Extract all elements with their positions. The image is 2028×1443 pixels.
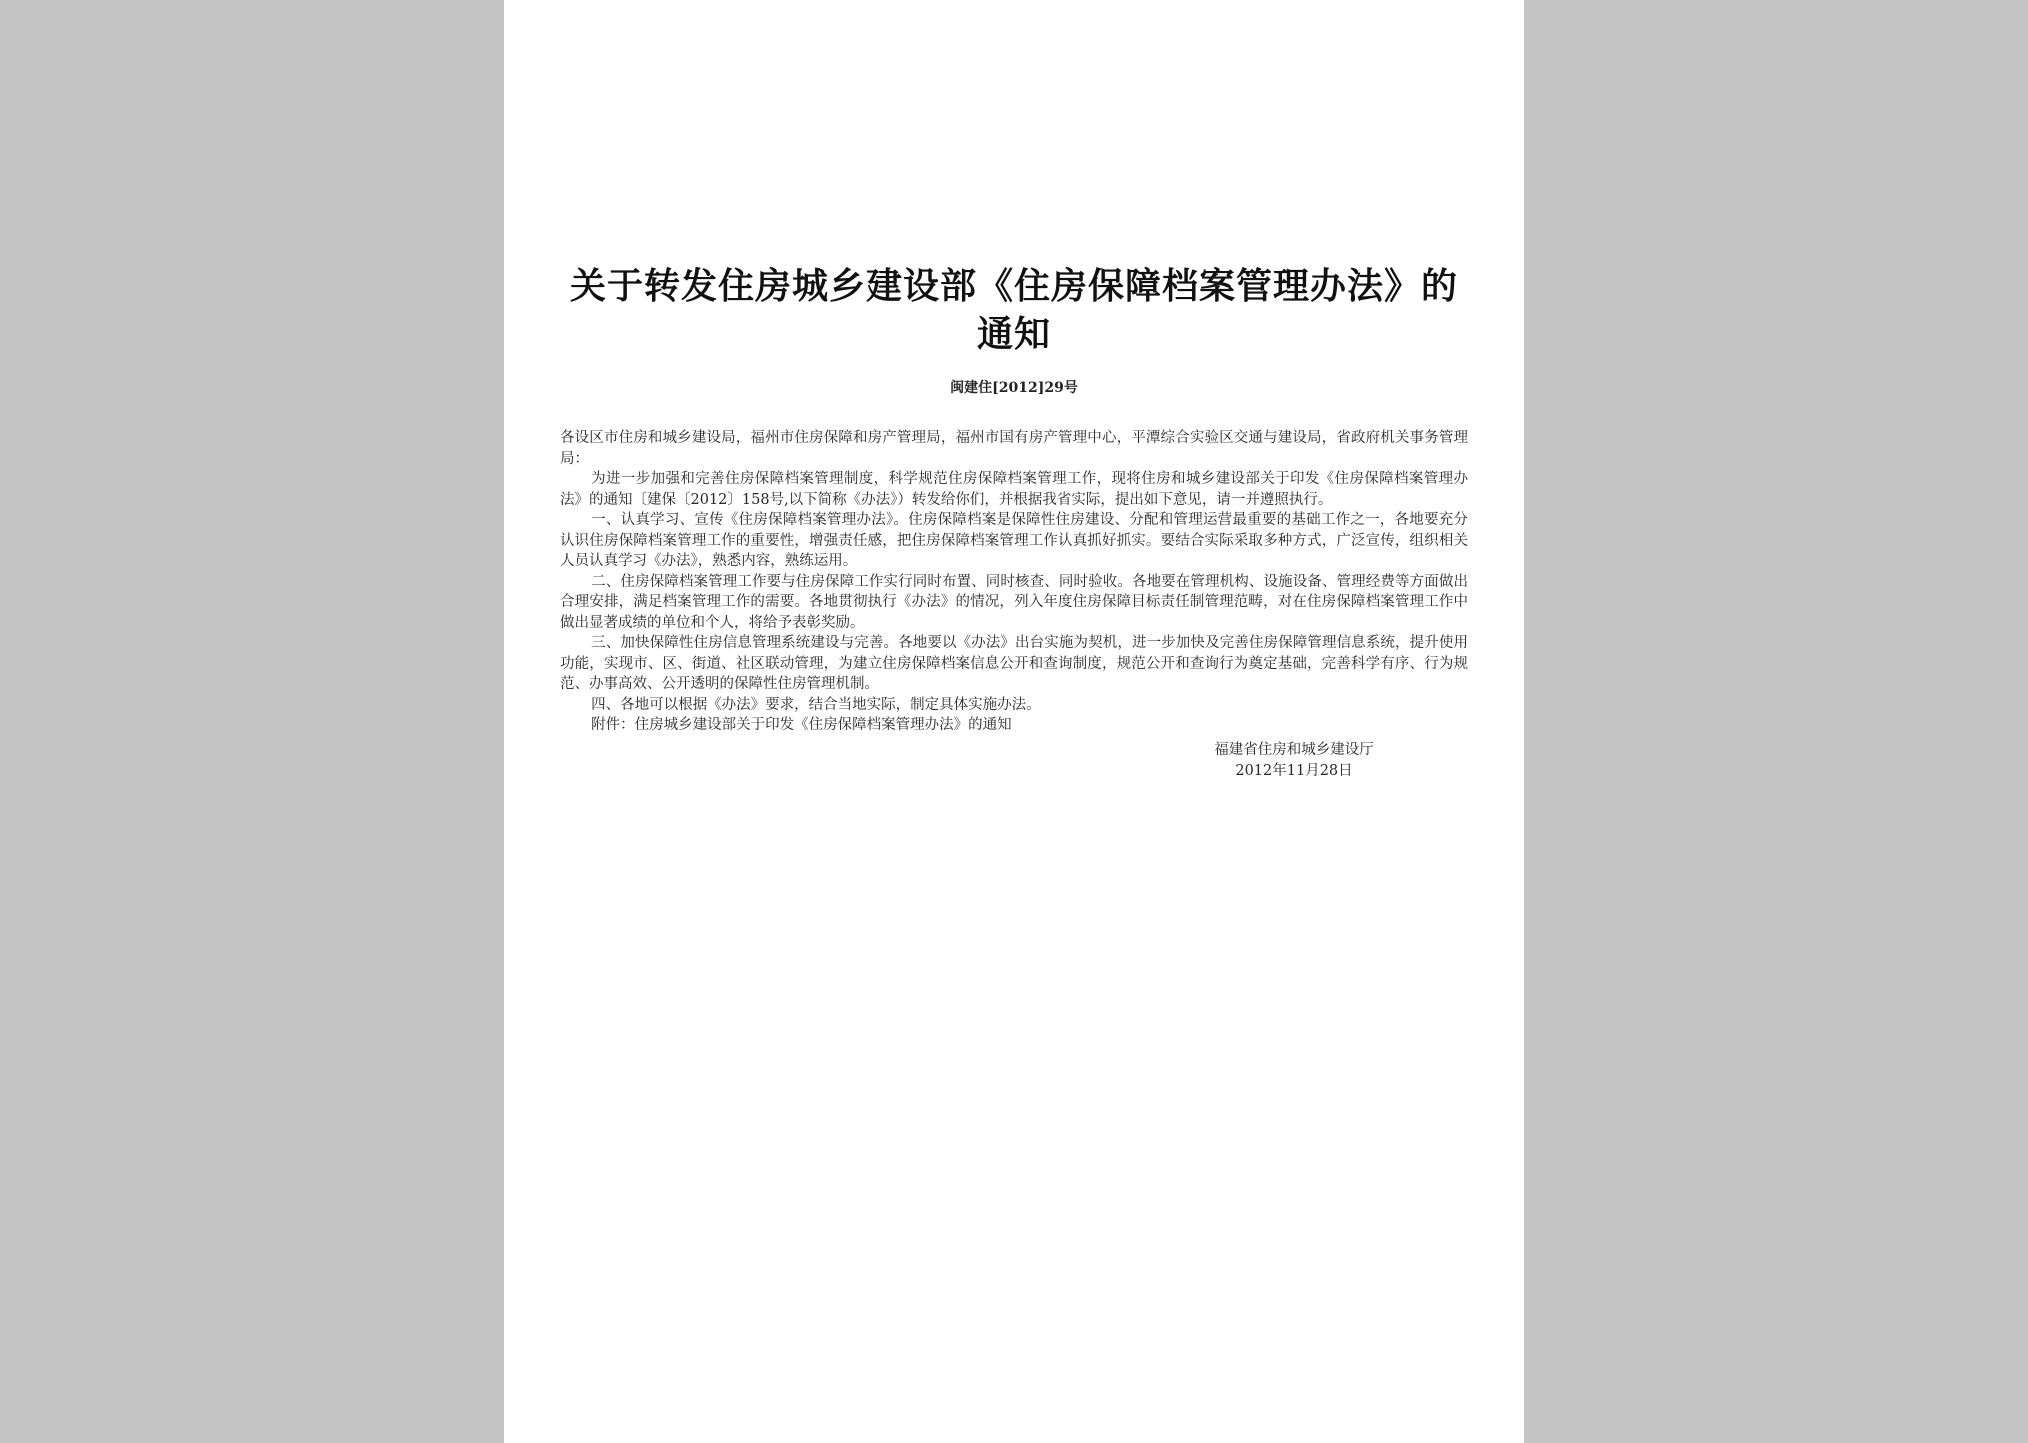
attachment-line: 附件：住房城乡建设部关于印发《住房保障档案管理办法》的通知 xyxy=(591,717,1012,733)
body-paragraph: 三、加快保障性住房信息管理系统建设与完善。各地要以《办法》出台实施为契机，进一步加快及完善住房保障管理信息系统，提升使用功能，实现市、区、街道、社区联动管理，为建立住房保障档案信息公开和查询制度，规范公开和查询行为奠定基础，完善科学有序、行为规范、办事高效、公开透明的保障性住房管理机制。 xyxy=(560,635,1468,692)
body-paragraph: 二、住房保障档案管理工作要与住房保障工作实行同时布置、同时核查、同时验收。各地要在管理机构、设施设备、管理经费等方面做出合理安排，满足档案管理工作的需要。各地贯彻执行《办法》的情况，列入年度住房保障目标责任制管理范畴，对在住房保障档案管理工作中做出显著成绩的单位和个人，将给予表彰奖励。 xyxy=(560,573,1468,631)
issuer-name: 福建省住房和城乡建设厅 xyxy=(1214,741,1374,758)
issue-date: 2012年11月28日 xyxy=(1235,762,1353,779)
body-paragraph: 四、各地可以根据《办法》要求，结合当地实际，制定具体实施办法。 xyxy=(591,696,1041,713)
body-paragraph: 为进一步加强和完善住房保障档案管理制度，科学规范住房保障档案管理工作，现将住房和城乡建设部关于印发《住房保障档案管理办法》的通知〔建保〔2012〕158号,以下简称《办法》）转发给你们，并根据我省实际，提出如下意见，请一并遵照执行。 xyxy=(560,471,1468,508)
document-page xyxy=(504,0,1524,1443)
signature-block xyxy=(1174,740,1414,782)
addressee-paragraph: 各设区市住房和城乡建设局，福州市住房保障和房产管理局，福州市国有房产管理中心，平潭综合实验区交通与建设局，省政府机关事务管理局： xyxy=(560,430,1468,467)
document-title: 关于转发住房城乡建设部《住房保障档案管理办法》的通知 xyxy=(569,265,1458,355)
body-paragraph: 一、认真学习、宣传《住房保障档案管理办法》。住房保障档案是保障性住房建设、分配和管理运营最重要的基础工作之一，各地要充分认识住房保障档案管理工作的重要性，增强责任感，把住房保障档案管理工作认真抓好抓实。要结合实际采取多种方式，广泛宣传，组织相关人员认真学习《办法》，熟悉内容，熟练运用。 xyxy=(560,512,1468,569)
document-body xyxy=(560,428,1468,736)
document-number: 闽建住[2012]29号 xyxy=(950,380,1078,396)
